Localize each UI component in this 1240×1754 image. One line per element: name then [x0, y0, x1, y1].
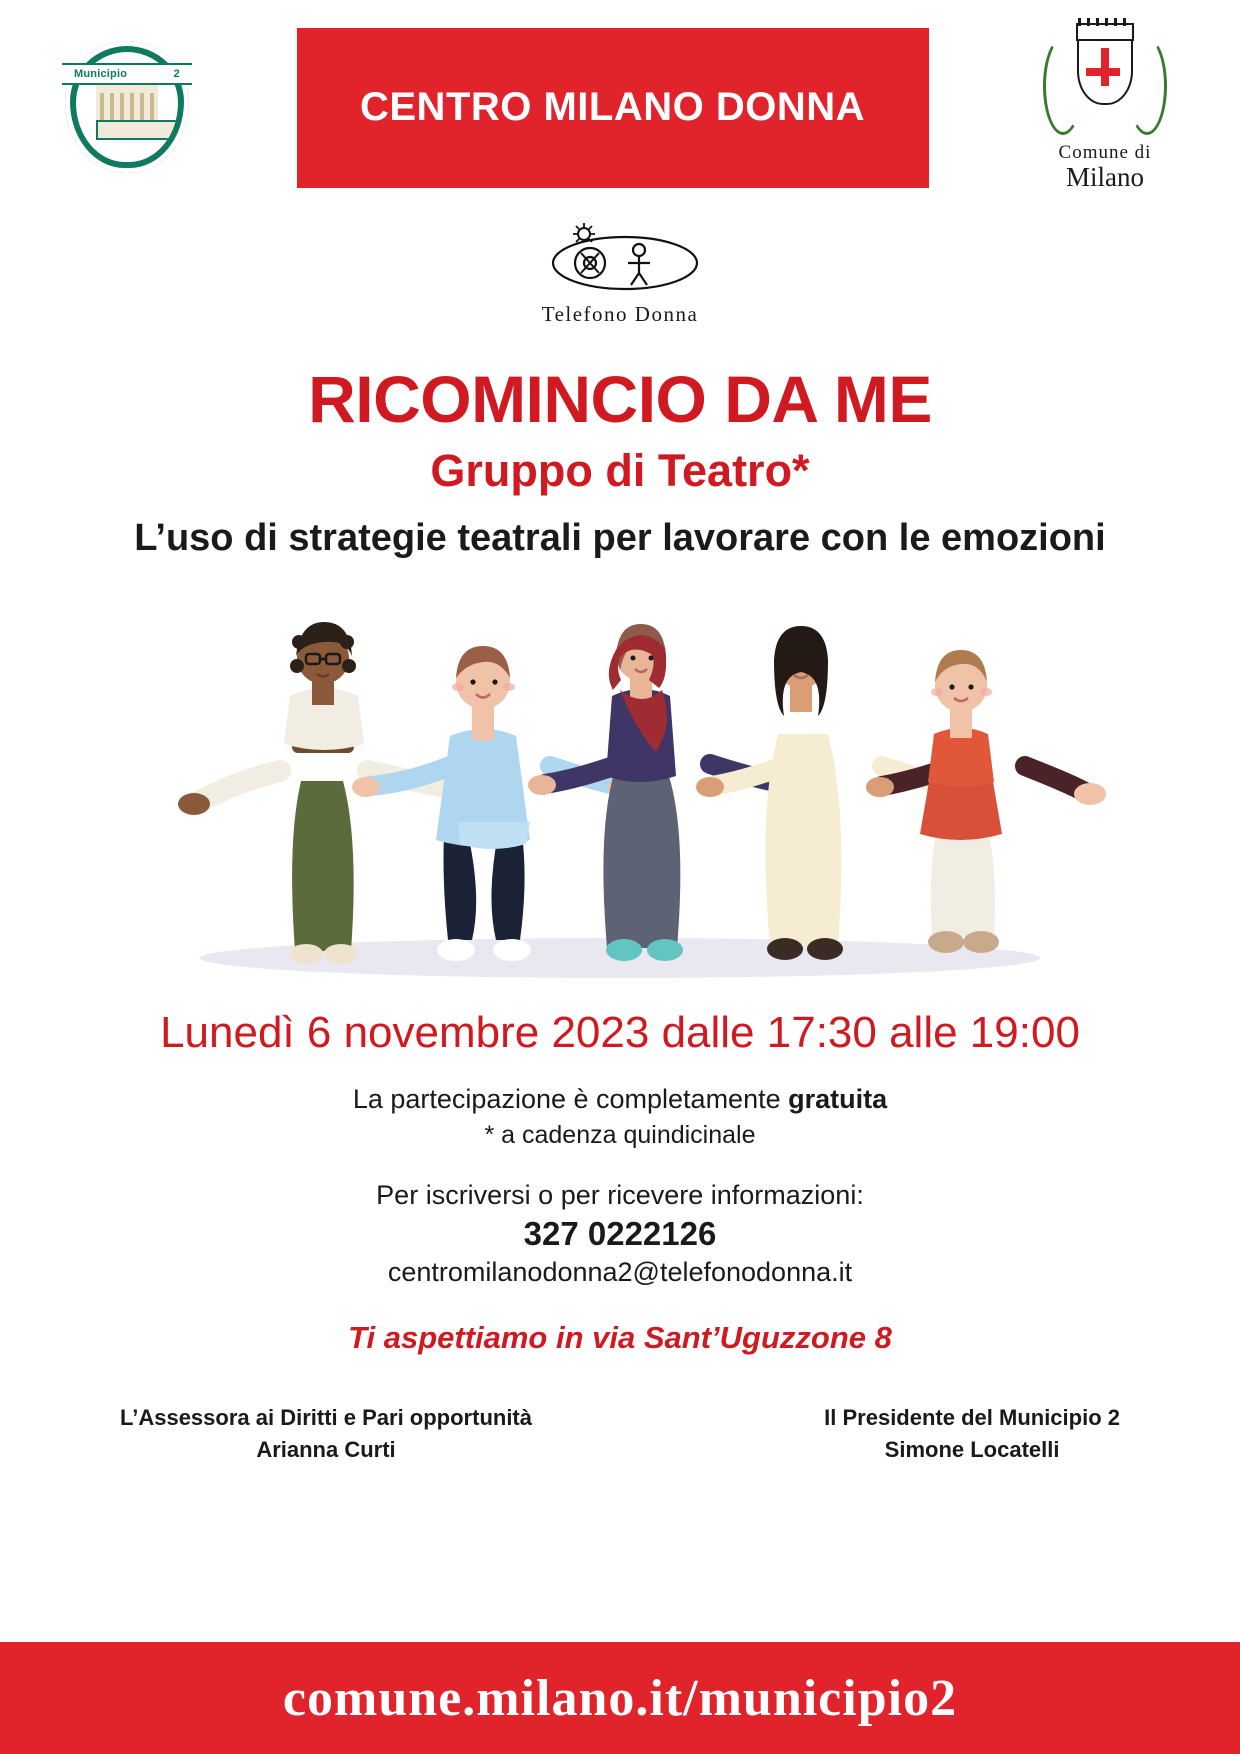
women-holding-hands-illustration: [120, 586, 1120, 986]
event-date-time: Lunedì 6 novembre 2023 dalle 17:30 alle 19:00: [160, 1008, 1080, 1057]
telefono-donna-logo: [0, 221, 1240, 327]
telefono-donna-label: Telefono Donna: [541, 302, 699, 326]
participation-free-line: [0, 1084, 1240, 1115]
comune-logo-line1: Comune di: [1058, 142, 1152, 164]
milan-cross-shield-icon: [1077, 39, 1133, 105]
footer-band: [0, 1642, 1240, 1754]
figure-2: [436, 646, 531, 961]
signature-assessora: [120, 1402, 532, 1466]
laurel-right-icon: [1127, 37, 1167, 135]
figure-5: [920, 650, 1002, 953]
poster-header: [0, 0, 1240, 215]
contact-phone[interactable]: 327 0222126: [523, 1215, 717, 1252]
municipio-banner-label: Municipio: [74, 67, 128, 80]
venue-address: Ti aspettiamo in via Sant’Uguzzone 8: [348, 1320, 892, 1355]
poster-main-title: RICOMINCIO DA ME: [308, 362, 932, 436]
municipio-2-logo: [60, 33, 195, 183]
comune-logo-line2: Milano: [1066, 162, 1144, 193]
signatures-row: [0, 1402, 1240, 1466]
signature-presidente: [824, 1402, 1120, 1466]
signature-assessora-role: L’Assessora ai Diritti e Pari opportunità: [120, 1405, 532, 1430]
figure-4: [766, 626, 844, 960]
figure-3: [603, 624, 683, 961]
contact-email[interactable]: centromilanodonna2@telefonodonna.it: [387, 1257, 853, 1287]
signature-presidente-name: Simone Locatelli: [884, 1436, 1060, 1462]
comune-crest-icon: [1035, 23, 1175, 141]
signature-assessora-name: Arianna Curti: [256, 1436, 396, 1462]
centro-milano-donna-title: CENTRO MILANO DONNA: [359, 85, 866, 129]
comune-logo-name: [1030, 143, 1180, 191]
signature-presidente-role: Il Presidente del Municipio 2: [824, 1405, 1120, 1430]
municipio-banner: [62, 63, 192, 85]
municipio-banner-number: 2: [173, 67, 180, 80]
participation-free-bold: gratuita: [788, 1084, 888, 1114]
municipio-base-shape: [96, 120, 178, 140]
signup-instructions: Per iscriversi o per ricevere informazioni:: [376, 1180, 864, 1210]
centro-milano-donna-title-band: [297, 28, 929, 188]
participation-free-prefix: La partecipazione è completamente: [352, 1084, 789, 1114]
cadence-note: * a cadenza quindicinale: [484, 1121, 756, 1149]
comune-di-milano-logo: [1030, 23, 1180, 191]
poster-sub-title: Gruppo di Teatro*: [430, 445, 810, 496]
footer-website-url[interactable]: comune.milano.it/municipio2: [282, 1669, 958, 1727]
illustration-svg: [120, 586, 1120, 986]
telefono-donna-mark-icon: [520, 221, 720, 295]
figure-1: [284, 622, 364, 964]
poster-tagline: L’uso di strategie teatrali per lavorare con le emozioni: [134, 517, 1106, 559]
